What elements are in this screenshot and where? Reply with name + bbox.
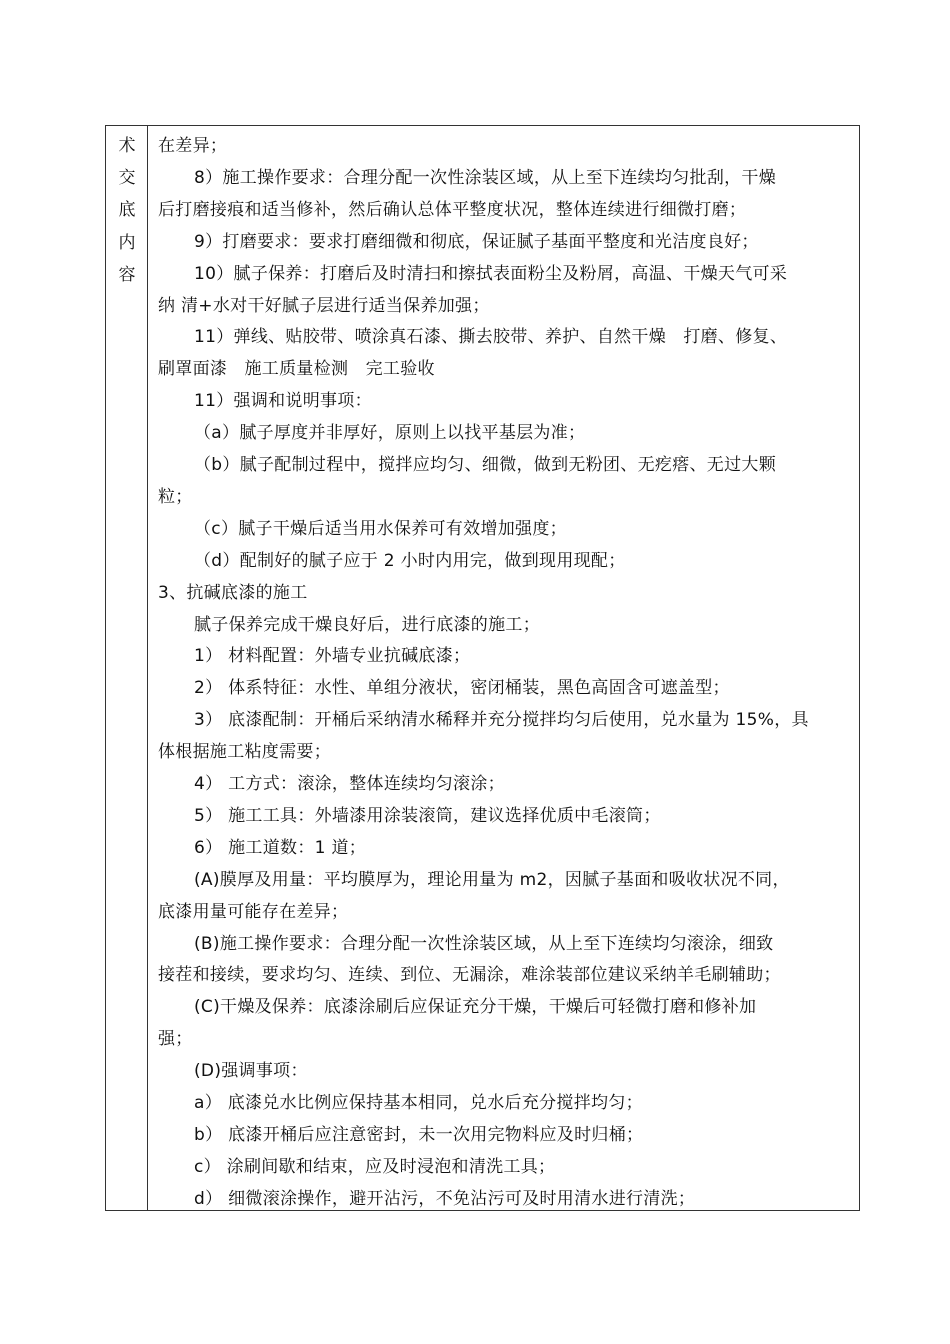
- text-line: 在差异；: [158, 136, 228, 156]
- text-line: 2） 体系特征：水性、单组分液状，密闭桶装，黑色高固含可遮盖型；: [194, 678, 730, 699]
- section-label-column: [106, 126, 148, 1210]
- text-line: 刷罩面漆 施工质量检测 完工验收: [158, 359, 435, 380]
- text-line: （c）腻子干燥后适当用水保养可有效增加强度；: [194, 518, 567, 539]
- label-char: 容: [118, 265, 136, 285]
- label-char: 底: [118, 200, 136, 220]
- text-line: b） 底漆开桶后应注意密封，未一次用完物料应及时归桶；: [194, 1124, 644, 1145]
- text-line: 8）施工操作要求：合理分配一次性涂装区域，从上至下连续均匀批刮，干燥: [194, 167, 777, 188]
- label-char: 内: [118, 233, 136, 253]
- text-line: (C)干燥及保养：底漆涂刷后应保证充分干燥，干燥后可轻微打磨和修补加: [194, 997, 757, 1018]
- text-line: 3、抗碱底漆的施工: [158, 582, 308, 603]
- label-char: 交: [118, 168, 136, 188]
- text-line: （b）腻子配制过程中，搅拌应均匀、细微，做到无粉团、无疙瘩、无过大颗: [194, 455, 776, 475]
- text-line: 体根据施工粘度需要；: [158, 742, 331, 763]
- text-line: 4） 工方式：滚涂，整体连续均匀滚涂；: [194, 774, 505, 794]
- text-line: 9）打磨要求：要求打磨细微和彻底，保证腻子基面平整度和光洁度良好；: [194, 231, 759, 252]
- text-line: (B)施工操作要求：合理分配一次性涂装区域，从上至下连续均匀滚涂，细致: [194, 933, 774, 954]
- document-table: [105, 125, 860, 1211]
- text-line: 纳 清+水对干好腻子层进行适当保养加强；: [158, 295, 490, 316]
- text-line: (D)强调事项：: [194, 1061, 308, 1082]
- text-line: （a）腻子厚度并非厚好，原则上以找平基层为准；: [194, 423, 586, 444]
- text-line: 粒；: [158, 486, 193, 507]
- text-line: a） 底漆兑水比例应保持基本相同，兑水后充分搅拌均匀；: [194, 1093, 643, 1113]
- label-char: 术: [118, 136, 136, 156]
- text-line: 3） 底漆配制：开桶后采纳清水稀释并充分搅拌均匀后使用，兑水量为 15%，具: [194, 710, 809, 731]
- text-line: 底漆用量可能存在差异；: [158, 901, 349, 922]
- text-line: d） 细微滚涂操作，避开沾污，不免沾污可及时用清水进行清洗；: [194, 1188, 696, 1209]
- text-line: (A)膜厚及用量：平均膜厚为，理论用量为 m2，因腻子基面和吸收状况不同，: [194, 869, 790, 890]
- text-line: 10）腻子保养：打磨后及时清扫和擦拭表面粉尘及粉屑，高温、干燥天气可采: [194, 263, 788, 284]
- text-line: 11）强调和说明事项：: [194, 391, 372, 412]
- text-line: 5） 施工工具：外墙漆用涂装滚筒，建议选择优质中毛滚筒；: [194, 805, 661, 826]
- text-line: 接茬和接续，要求均匀、连续、到位、无漏涂，难涂装部位建议采纳羊毛刷辅助；: [158, 965, 781, 986]
- text-line: c） 涂刷间歇和结束，应及时浸泡和清洗工具；: [194, 1156, 556, 1177]
- text-line: 腻子保养完成干燥良好后，进行底漆的施工；: [194, 614, 540, 635]
- text-line: 后打磨接痕和适当修补，然后确认总体平整度状况，整体连续进行细微打磨；: [158, 199, 747, 220]
- text-line: 6） 施工道数：1 道；: [194, 837, 367, 858]
- text-line: （d）配制好的腻子应于 2 小时内用完，做到现用现配；: [194, 550, 626, 571]
- text-line: 1） 材料配置：外墙专业抗碱底漆；: [194, 646, 471, 667]
- text-line: 11）弹线、贴胶带、喷涂真石漆、撕去胶带、养护、自然干燥 打磨、修复、: [194, 327, 788, 348]
- text-line: 强；: [158, 1029, 193, 1050]
- content-column: [149, 126, 859, 1210]
